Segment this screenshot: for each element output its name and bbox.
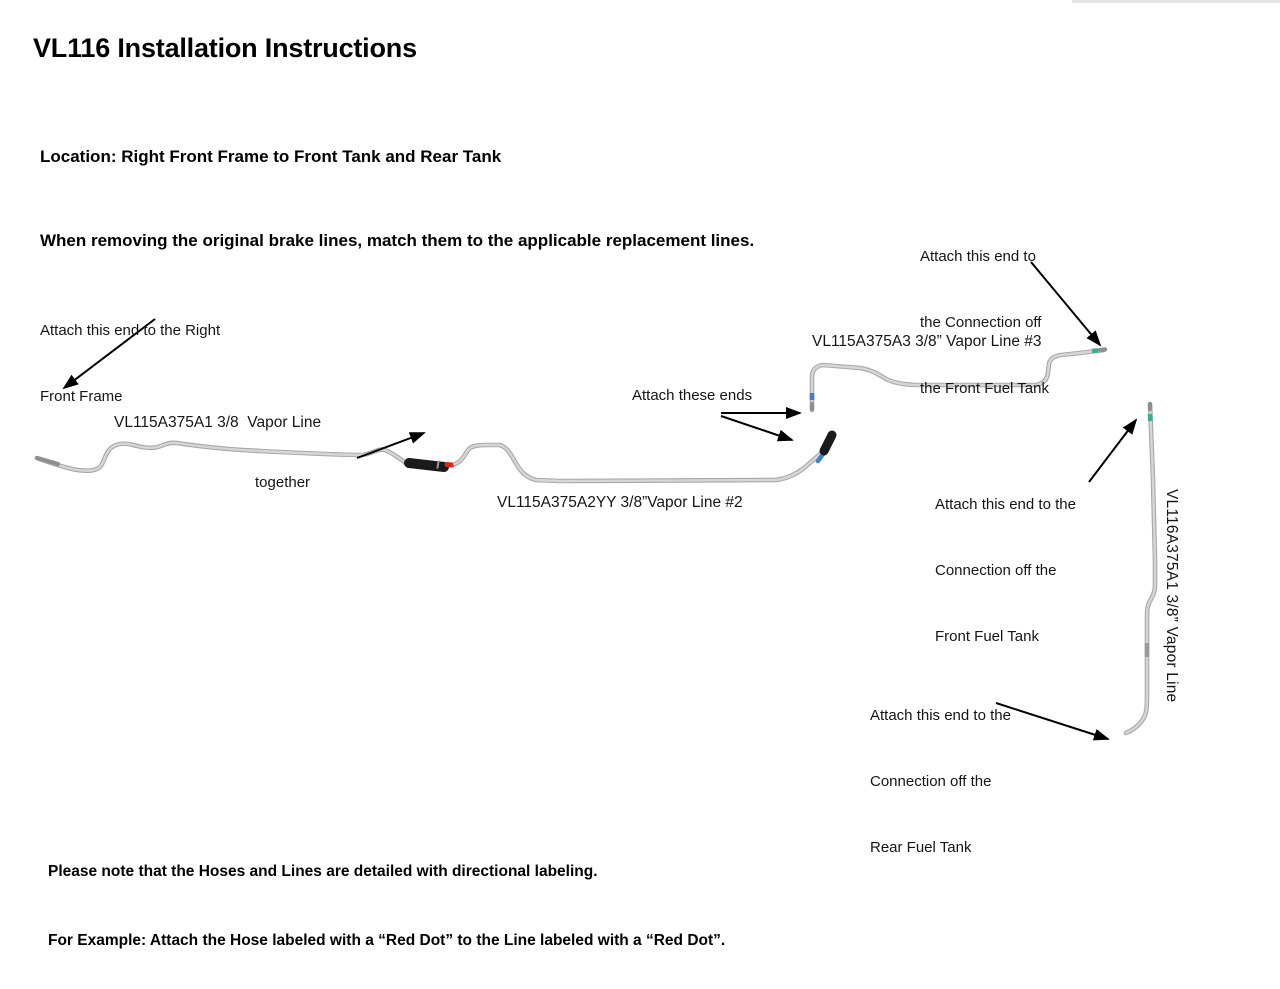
red-dot-marker [447, 465, 452, 466]
line1-frame-end-tip [37, 458, 58, 464]
line3-tank-end-tip [1100, 349, 1105, 350]
label-attach-these-ends: Attach these ends [632, 387, 753, 404]
top-right-divider [1072, 0, 1280, 3]
arrow-rear-tank [996, 703, 1108, 739]
vapor-line-2 [455, 435, 832, 481]
label-vapor-line-3: VL115A375A3 3/8” Vapor Line #3 [812, 333, 1042, 350]
label-vapor-line-4-vertical: VL116A375A1 3/8” Vapor Line [1163, 489, 1180, 703]
footer-note-line-1: Please note that the Hoses and Lines are detailed with directional labeling. [48, 863, 598, 880]
arrow-front-tank-mid [1089, 420, 1136, 482]
footer-note-line-2: For Example: Attach the Hose labeled with a “Red Dot” to the Line labeled with a “Red Dot”. [48, 932, 726, 949]
label-together: together [255, 474, 311, 491]
green-band-marker-line3 [1092, 350, 1098, 351]
hose-fitting-icon [409, 463, 452, 467]
footer-notes [48, 814, 725, 989]
annotation-right-front-frame: Attach this end to the Right Front Frame [40, 322, 221, 405]
annotation-front-fuel-tank-mid: Attach this end to the Connection off the Front Fuel Tank [935, 496, 1076, 645]
annotation-rear-fuel-tank: Attach this end to the Connection off the Rear Fuel Tank [870, 707, 1011, 856]
vapor-line-4 [1126, 404, 1155, 733]
location-line: Location: Right Front Frame to Front Tank and Rear Tank [40, 147, 502, 166]
page-title: VL116 Installation Instructions [33, 33, 417, 63]
arrow-attach-ends-lower [721, 416, 792, 440]
label-vapor-line-2: VL115A375A2YY 3/8”Vapor Line #2 [497, 494, 743, 511]
line2-end-fitting [824, 435, 832, 451]
label-vapor-line-1: VL115A375A1 3/8 Vapor Line [114, 414, 322, 431]
annotation-front-fuel-tank-top: Attach this end to the Connection off the Front Fuel Tank [920, 248, 1049, 397]
removal-line: When removing the original brake lines, match them to the applicable replacement lines. [40, 231, 755, 250]
